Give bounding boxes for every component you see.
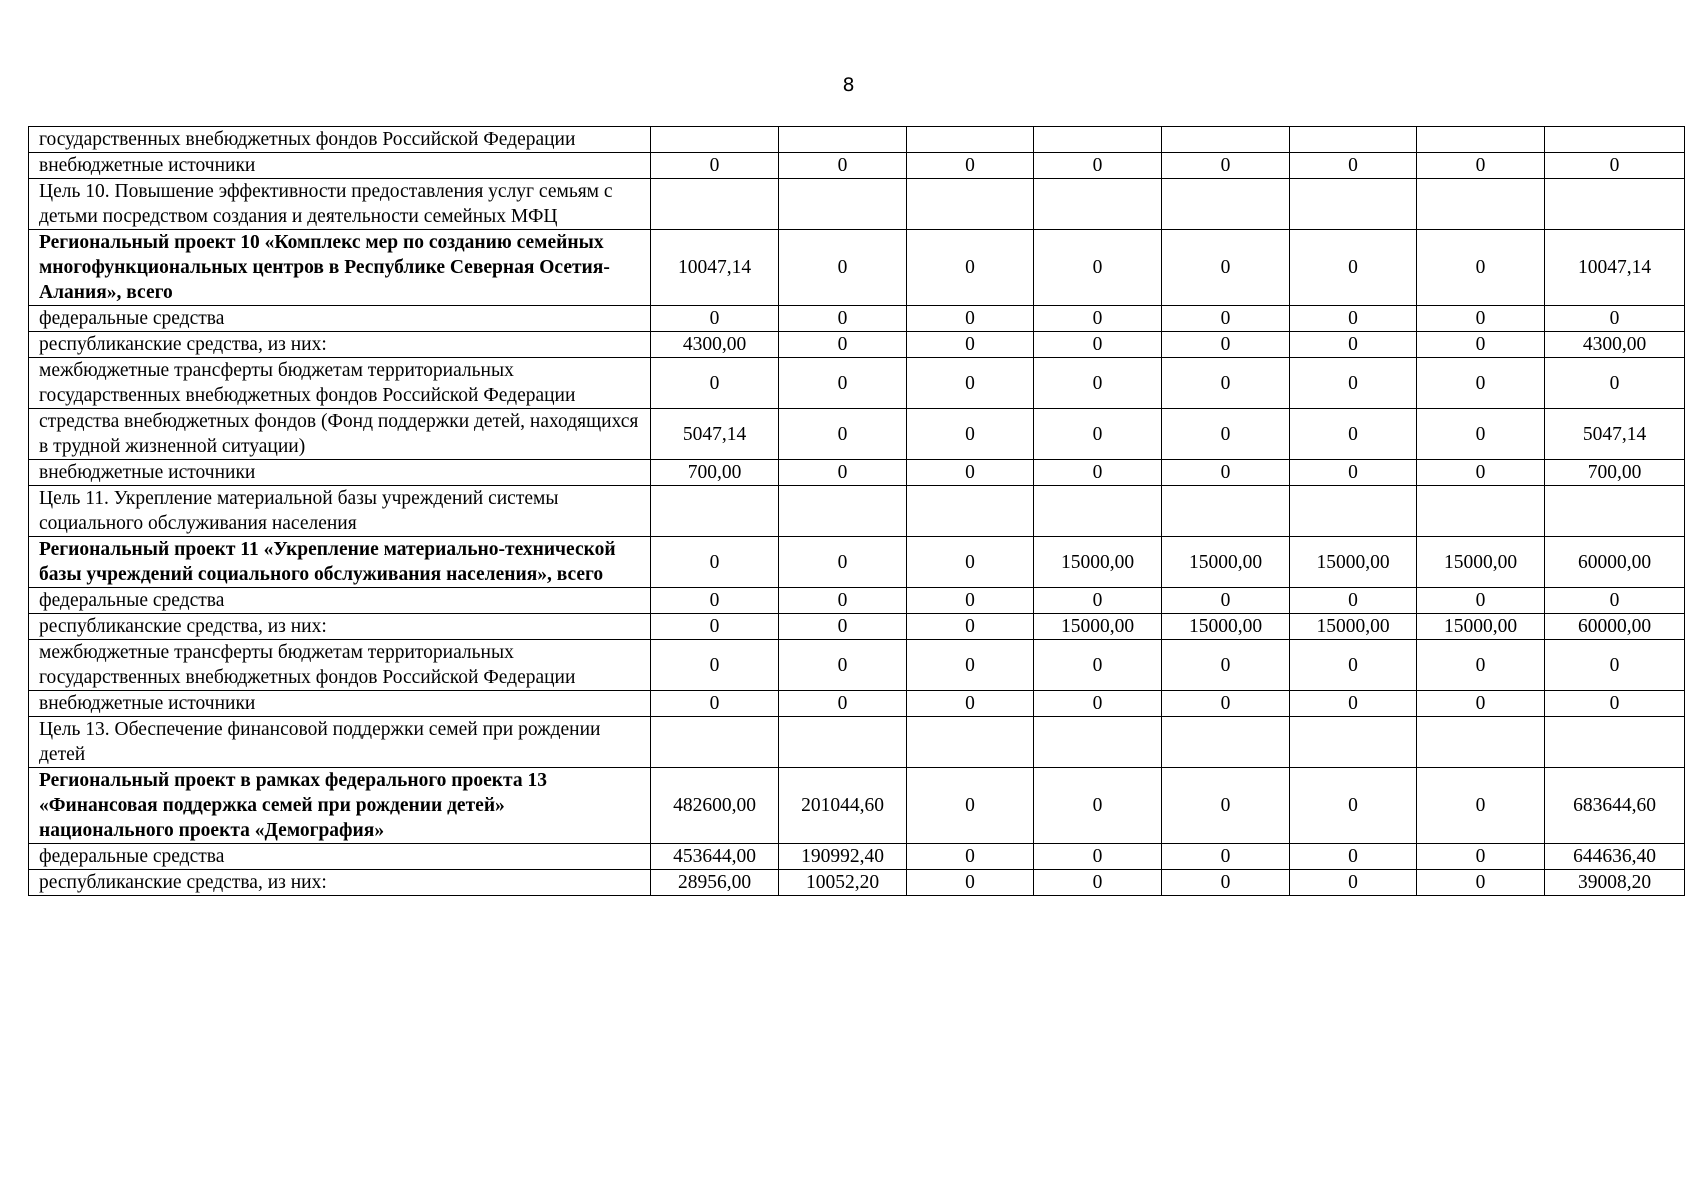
value-cell: 0 (1417, 460, 1545, 486)
table-row (29, 768, 1685, 844)
table-row (29, 537, 1685, 588)
value-cell (907, 717, 1034, 768)
value-cell (1290, 486, 1417, 537)
row-label: внебюджетные источники (29, 153, 651, 179)
page-number: 8 (842, 74, 855, 96)
value-cell: 0 (779, 614, 907, 640)
value-cell (1417, 127, 1545, 153)
value-cell: 0 (1290, 691, 1417, 717)
value-cell: 15000,00 (1417, 614, 1545, 640)
value-cell: 10047,14 (651, 230, 779, 306)
value-cell: 0 (1162, 640, 1290, 691)
row-label: Цель 11. Укрепление материальной базы учреждений системы социального обслуживания населения (29, 486, 651, 537)
value-cell: 4300,00 (1545, 332, 1685, 358)
value-cell: 0 (1290, 230, 1417, 306)
row-label: стредства внебюджетных фондов (Фонд поддержки детей, находящихся в трудной жизненной ситуации) (29, 409, 651, 460)
value-cell: 700,00 (1545, 460, 1685, 486)
value-cell (1162, 717, 1290, 768)
value-cell: 0 (1290, 153, 1417, 179)
value-cell: 28956,00 (651, 870, 779, 896)
value-cell: 482600,00 (651, 768, 779, 844)
value-cell: 0 (1290, 640, 1417, 691)
value-cell: 0 (1545, 153, 1685, 179)
table-body (29, 127, 1685, 896)
value-cell: 0 (651, 588, 779, 614)
row-label: Цель 13. Обеспечение финансовой поддержки семей при рождении детей (29, 717, 651, 768)
table-row (29, 588, 1685, 614)
value-cell: 0 (907, 358, 1034, 409)
value-cell: 0 (907, 640, 1034, 691)
value-cell (1290, 127, 1417, 153)
table-row (29, 844, 1685, 870)
value-cell: 0 (1162, 768, 1290, 844)
row-label: республиканские средства, из них: (29, 870, 651, 896)
value-cell: 0 (1034, 332, 1162, 358)
value-cell (651, 179, 779, 230)
value-cell: 0 (1034, 640, 1162, 691)
value-cell (779, 127, 907, 153)
value-cell: 0 (1034, 844, 1162, 870)
value-cell: 0 (779, 332, 907, 358)
value-cell (1545, 179, 1685, 230)
value-cell: 201044,60 (779, 768, 907, 844)
table-row (29, 230, 1685, 306)
table-row (29, 870, 1685, 896)
table-row (29, 691, 1685, 717)
value-cell: 0 (779, 409, 907, 460)
value-cell: 0 (1162, 153, 1290, 179)
value-cell: 0 (1417, 332, 1545, 358)
value-cell: 0 (779, 537, 907, 588)
value-cell: 0 (651, 640, 779, 691)
value-cell: 0 (1162, 230, 1290, 306)
value-cell (1545, 486, 1685, 537)
value-cell: 0 (1417, 358, 1545, 409)
value-cell: 0 (1034, 870, 1162, 896)
value-cell: 0 (907, 409, 1034, 460)
value-cell: 0 (907, 460, 1034, 486)
value-cell: 0 (651, 614, 779, 640)
value-cell: 15000,00 (1290, 614, 1417, 640)
value-cell: 0 (651, 691, 779, 717)
value-cell: 0 (1162, 588, 1290, 614)
value-cell: 0 (907, 230, 1034, 306)
value-cell (1162, 179, 1290, 230)
value-cell: 0 (779, 460, 907, 486)
value-cell (1417, 717, 1545, 768)
value-cell: 0 (1290, 332, 1417, 358)
row-label: государственных внебюджетных фондов Российской Федерации (29, 127, 651, 153)
row-label: республиканские средства, из них: (29, 332, 651, 358)
value-cell: 0 (779, 153, 907, 179)
row-label: федеральные средства (29, 588, 651, 614)
value-cell (779, 486, 907, 537)
value-cell (651, 486, 779, 537)
value-cell (907, 179, 1034, 230)
value-cell: 0 (1290, 768, 1417, 844)
row-label: межбюджетные трансферты бюджетам территориальных государственных внебюджетных фондов Российской Федерации (29, 640, 651, 691)
value-cell: 0 (1162, 691, 1290, 717)
row-label: федеральные средства (29, 844, 651, 870)
value-cell (651, 717, 779, 768)
value-cell: 0 (779, 230, 907, 306)
value-cell (907, 127, 1034, 153)
value-cell: 0 (1034, 358, 1162, 409)
value-cell: 60000,00 (1545, 614, 1685, 640)
table-row (29, 306, 1685, 332)
table-row (29, 332, 1685, 358)
value-cell: 0 (1034, 153, 1162, 179)
value-cell: 0 (779, 306, 907, 332)
value-cell (1034, 717, 1162, 768)
table-row (29, 409, 1685, 460)
value-cell (1417, 486, 1545, 537)
value-cell: 683644,60 (1545, 768, 1685, 844)
table-row (29, 179, 1685, 230)
value-cell: 0 (1545, 640, 1685, 691)
row-label: внебюджетные источники (29, 460, 651, 486)
value-cell: 0 (1417, 153, 1545, 179)
value-cell: 0 (1417, 768, 1545, 844)
row-label: федеральные средства (29, 306, 651, 332)
value-cell: 15000,00 (1417, 537, 1545, 588)
value-cell: 0 (1162, 358, 1290, 409)
value-cell (1162, 486, 1290, 537)
value-cell (1545, 717, 1685, 768)
value-cell: 0 (1417, 691, 1545, 717)
value-cell: 0 (1417, 409, 1545, 460)
value-cell: 15000,00 (1162, 614, 1290, 640)
value-cell: 0 (1290, 870, 1417, 896)
value-cell: 644636,40 (1545, 844, 1685, 870)
row-label: межбюджетные трансферты бюджетам территориальных государственных внебюджетных фондов Российской Федерации (29, 358, 651, 409)
row-label: Региональный проект 11 «Укрепление материально-технической базы учреждений социального обслуживания населения», всего (29, 537, 651, 588)
value-cell: 0 (1290, 358, 1417, 409)
value-cell (1290, 717, 1417, 768)
value-cell: 0 (1417, 870, 1545, 896)
table-row (29, 127, 1685, 153)
value-cell: 0 (1162, 870, 1290, 896)
value-cell: 0 (1162, 409, 1290, 460)
row-label: Региональный проект в рамках федерального проекта 13 «Финансовая поддержка семей при рождении детей» национального проекта «Демография» (29, 768, 651, 844)
value-cell: 0 (907, 153, 1034, 179)
value-cell: 5047,14 (1545, 409, 1685, 460)
row-label: Цель 10. Повышение эффективности предоставления услуг семьям с детьми посредством создания и деятельности семейных МФЦ (29, 179, 651, 230)
value-cell: 0 (1162, 844, 1290, 870)
value-cell: 0 (779, 691, 907, 717)
value-cell: 0 (1162, 332, 1290, 358)
value-cell: 0 (1034, 588, 1162, 614)
value-cell: 15000,00 (1034, 614, 1162, 640)
value-cell: 15000,00 (1290, 537, 1417, 588)
value-cell (1162, 127, 1290, 153)
row-label: республиканские средства, из них: (29, 614, 651, 640)
value-cell: 0 (651, 358, 779, 409)
row-label: Региональный проект 10 «Комплекс мер по созданию семейных многофункциональных центров в Республике Северная Осетия-Алания», всего (29, 230, 651, 306)
value-cell (1545, 127, 1685, 153)
value-cell: 0 (1034, 460, 1162, 486)
row-label: внебюджетные источники (29, 691, 651, 717)
value-cell (1417, 179, 1545, 230)
value-cell: 0 (907, 691, 1034, 717)
value-cell: 10052,20 (779, 870, 907, 896)
value-cell: 0 (1290, 409, 1417, 460)
value-cell: 0 (907, 588, 1034, 614)
value-cell: 0 (1545, 358, 1685, 409)
value-cell: 0 (907, 537, 1034, 588)
value-cell: 0 (1034, 230, 1162, 306)
value-cell: 60000,00 (1545, 537, 1685, 588)
table-row (29, 460, 1685, 486)
value-cell: 15000,00 (1034, 537, 1162, 588)
value-cell (651, 127, 779, 153)
value-cell: 0 (907, 768, 1034, 844)
value-cell: 4300,00 (651, 332, 779, 358)
value-cell: 39008,20 (1545, 870, 1685, 896)
value-cell: 0 (1545, 691, 1685, 717)
value-cell: 0 (1417, 844, 1545, 870)
value-cell (779, 717, 907, 768)
value-cell: 0 (1417, 588, 1545, 614)
table-row (29, 717, 1685, 768)
value-cell: 0 (1290, 588, 1417, 614)
value-cell: 0 (779, 640, 907, 691)
value-cell: 0 (1545, 588, 1685, 614)
value-cell: 700,00 (651, 460, 779, 486)
value-cell: 0 (1034, 409, 1162, 460)
value-cell: 0 (1545, 306, 1685, 332)
table-row (29, 153, 1685, 179)
value-cell (1034, 486, 1162, 537)
value-cell (1034, 127, 1162, 153)
table-row (29, 640, 1685, 691)
value-cell: 0 (1034, 768, 1162, 844)
value-cell: 0 (651, 153, 779, 179)
value-cell (1290, 179, 1417, 230)
value-cell: 0 (907, 614, 1034, 640)
value-cell: 0 (907, 870, 1034, 896)
value-cell: 0 (1290, 460, 1417, 486)
value-cell: 0 (1162, 460, 1290, 486)
value-cell: 0 (907, 844, 1034, 870)
budget-table (28, 126, 1685, 896)
value-cell: 10047,14 (1545, 230, 1685, 306)
value-cell: 0 (907, 332, 1034, 358)
value-cell: 0 (1417, 306, 1545, 332)
value-cell (907, 486, 1034, 537)
value-cell: 0 (1417, 230, 1545, 306)
value-cell: 0 (1034, 306, 1162, 332)
value-cell: 0 (651, 306, 779, 332)
value-cell (779, 179, 907, 230)
value-cell: 190992,40 (779, 844, 907, 870)
table-row (29, 614, 1685, 640)
value-cell: 0 (907, 306, 1034, 332)
value-cell: 0 (1290, 844, 1417, 870)
value-cell: 0 (1162, 306, 1290, 332)
value-cell: 0 (1290, 306, 1417, 332)
value-cell: 0 (1417, 640, 1545, 691)
value-cell: 0 (651, 537, 779, 588)
table-row (29, 486, 1685, 537)
value-cell: 15000,00 (1162, 537, 1290, 588)
table-row (29, 358, 1685, 409)
value-cell: 453644,00 (651, 844, 779, 870)
value-cell: 0 (1034, 691, 1162, 717)
value-cell: 0 (779, 588, 907, 614)
value-cell (1034, 179, 1162, 230)
value-cell: 0 (779, 358, 907, 409)
value-cell: 5047,14 (651, 409, 779, 460)
